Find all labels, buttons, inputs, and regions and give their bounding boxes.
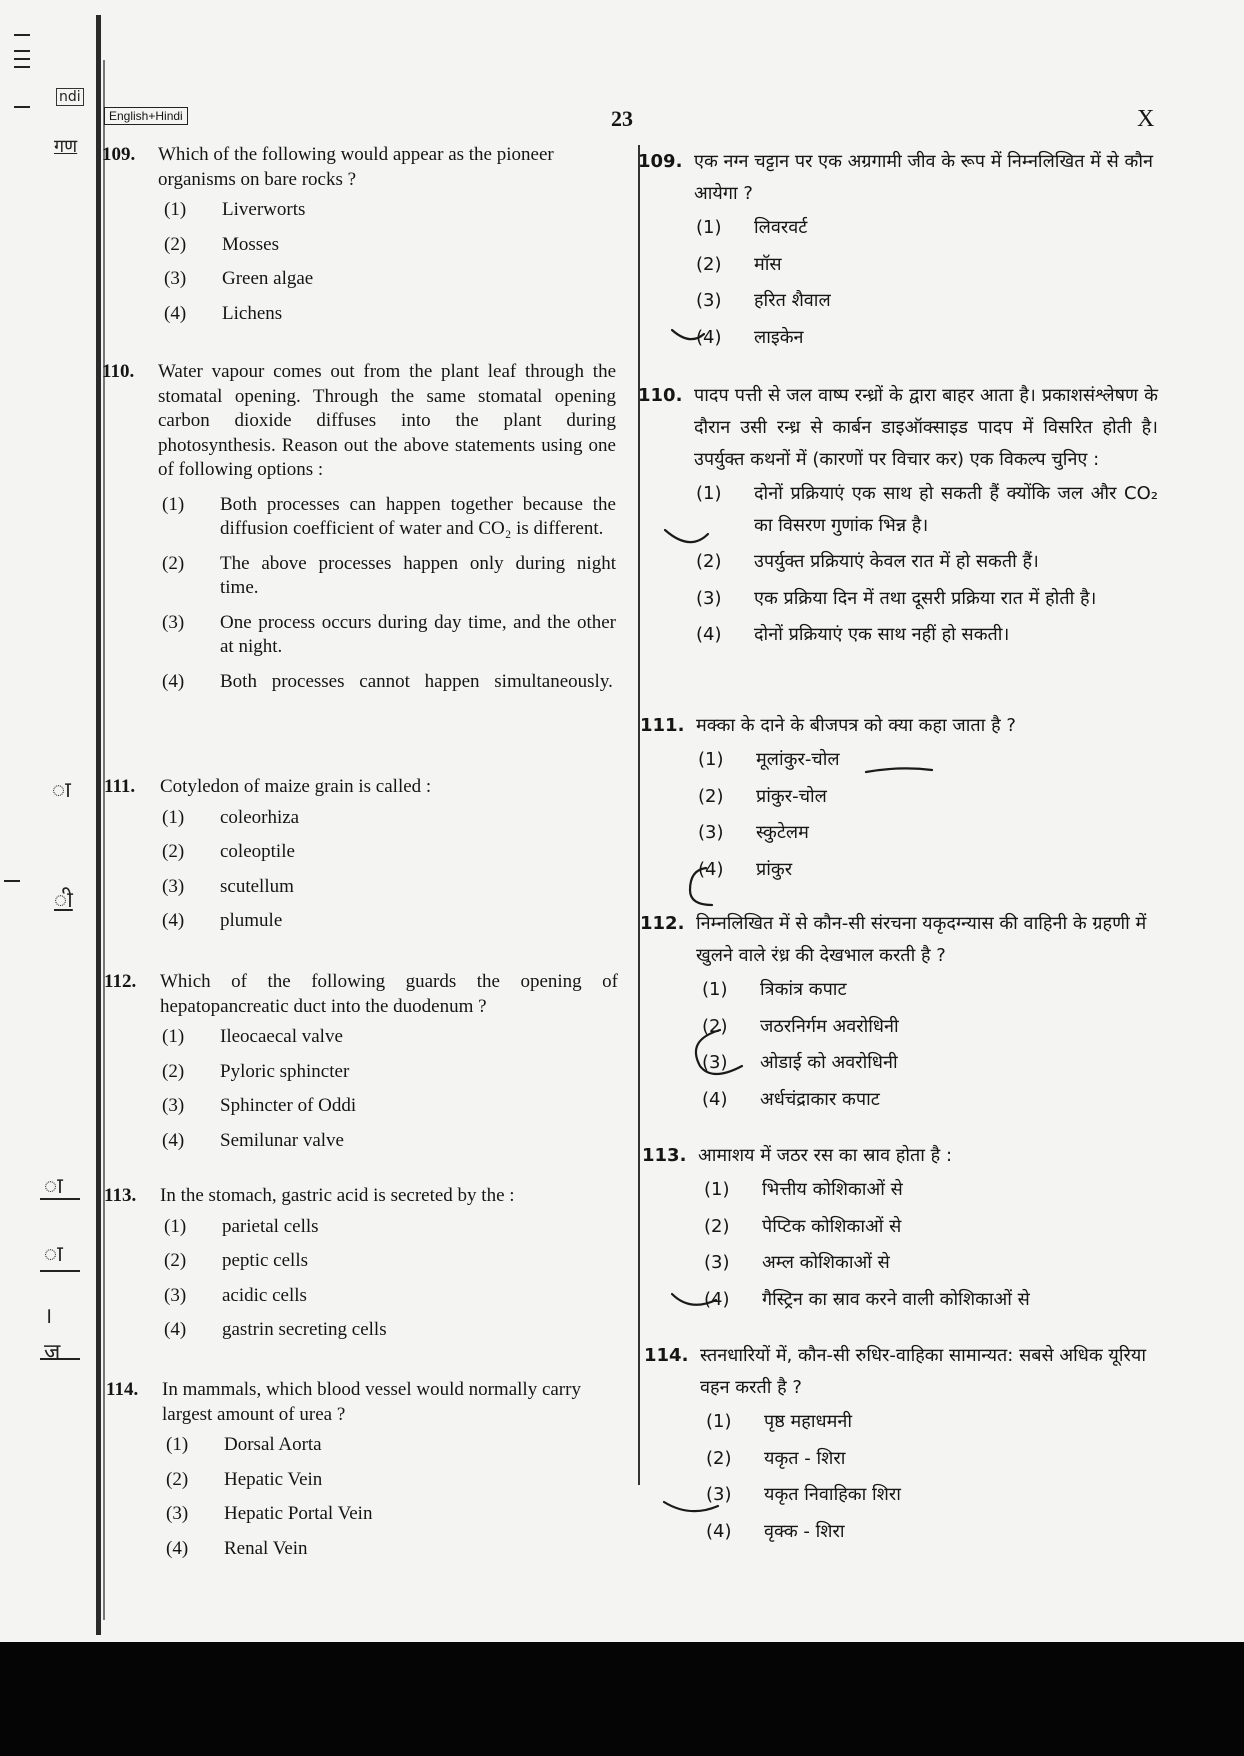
option-text: भित्तीय कोशिकाओं से [762, 1179, 903, 1200]
question-number: 111. [640, 715, 685, 736]
tick-mark-110 [665, 530, 708, 542]
option-text: मूलांकुर-चोल [756, 749, 840, 770]
option-number: (4) [162, 670, 185, 692]
option-number: (1) [704, 1179, 730, 1200]
paper-code: X [1137, 106, 1155, 132]
question-number: 113. [104, 1185, 137, 1206]
option-number: (4) [166, 1537, 189, 1559]
option-number: (4) [696, 326, 722, 348]
option-text: प्रांकुर-चोल [756, 785, 827, 807]
option-text: Renal Vein [224, 1537, 308, 1559]
option-text: Hepatic Portal Vein [224, 1503, 373, 1524]
option-number: (1) [162, 806, 185, 828]
option-text: Sphincter of Oddi [220, 1095, 357, 1116]
question-number: 110. [102, 361, 135, 382]
option-text: अर्धचंद्राकार कपाट [760, 1088, 880, 1110]
question-number: 113. [642, 1145, 687, 1166]
option-number: (2) [696, 253, 722, 275]
option-text: parietal cells [222, 1215, 319, 1237]
option-number: (4) [162, 910, 185, 931]
option-number: (3) [162, 611, 185, 633]
option-text: Mosses [222, 233, 280, 255]
tick-mark-114 [664, 1502, 718, 1511]
option-text: प्रांकुर [756, 858, 793, 880]
bracket-mark-111 [690, 868, 712, 905]
option-number: (4) [696, 624, 722, 645]
option-text: लिवरवर्ट [754, 217, 808, 238]
question-number: 112. [104, 971, 137, 992]
option-text: Semilunar valve [220, 1129, 344, 1151]
option-number: (2) [696, 551, 722, 572]
margin-fragment: ा [44, 1174, 63, 1199]
option-number: (2) [162, 1060, 185, 1082]
scribble-mark [866, 768, 932, 772]
option-number: (2) [164, 1250, 187, 1271]
option-number: (2) [162, 841, 185, 862]
option-number: (1) [166, 1434, 189, 1455]
option-number: (2) [706, 1447, 732, 1469]
option-text: The above processes happen only during night time. [220, 552, 616, 598]
language-tag: English+Hindi [104, 107, 188, 125]
option-number: (2) [162, 552, 185, 574]
option-number: (1) [162, 493, 185, 515]
question-stem: In mammals, which blood vessel would normally carry largest amount of urea ? [162, 1379, 581, 1425]
option-number: (4) [704, 1288, 730, 1310]
option-number: (2) [704, 1215, 730, 1237]
question-stem: Which of the following would appear as the pioneer organisms on bare rocks ? [158, 144, 554, 190]
option-text: अम्ल कोशिकाओं से [762, 1252, 890, 1273]
question-stem: स्तनधारियों में, कौन-सी रुधिर-वाहिका सामान्यत: सबसे अधिक यूरिया वहन करती है ? [700, 1345, 1146, 1398]
question-stem: पादप पत्ती से जल वाष्प रन्ध्रों के द्वारा बाहर आता है। प्रकाशसंश्लेषण के दौरान उसी रन्ध्र से कार्बन डाइऑक्साइड पादप में विसरित होती है। उपर्युक्त कथनों में (कारणों पर विचार कर) एक विकल्प चुनिए : [694, 385, 1158, 470]
question-stem: निम्नलिखित में से कौन-सी संरचना यकृदग्न्यास की वाहिनी के ग्रहणी में खुलने वाले रंध्र की देखभाल करती है ? [696, 913, 1147, 966]
tick-mark-109 [672, 330, 704, 339]
question-stem: आमाशय में जठर रस का स्राव होता है : [698, 1145, 953, 1166]
option-text: हरित शैवाल [754, 290, 831, 311]
option-text: यकृत निवाहिका शिरा [764, 1484, 901, 1505]
option-text: Liverworts [222, 199, 306, 220]
option-number: (3) [162, 1095, 185, 1116]
option-text: स्कुटेलम [756, 822, 809, 843]
option-text: उपर्युक्त प्रक्रियाएं केवल रात में हो सकती हैं। [754, 551, 1039, 572]
page-number: 23 [611, 106, 633, 131]
question-number: 109. [102, 144, 136, 165]
option-text: वृक्क - शिरा [764, 1520, 845, 1542]
option-number: (3) [704, 1252, 730, 1273]
option-text: coleoptile [220, 841, 295, 862]
option-text: Green algae [222, 268, 314, 289]
option-text: peptic cells [222, 1250, 308, 1271]
option-text: scutellum [220, 875, 294, 897]
question-number: 114. [106, 1379, 139, 1400]
option-text: gastrin secreting cells [222, 1319, 387, 1340]
option-text: लाइकेन [754, 326, 804, 348]
option-text: Ileocaecal valve [220, 1026, 343, 1047]
option-number: (1) [706, 1411, 732, 1432]
option-text: One process occurs during day time, and the other at night. [220, 611, 616, 657]
option-text: Hepatic Vein [224, 1468, 323, 1490]
option-number: (3) [164, 268, 187, 289]
question-stem: एक नग्न चट्टान पर एक अग्रगामी जीव के रूप में निम्नलिखित में से कौन आयेगा ? [694, 151, 1154, 204]
question-stem: In the stomach, gastric acid is secreted by the : [160, 1185, 515, 1206]
option-text: यकृत - शिरा [764, 1447, 846, 1469]
option-text: दोनों प्रक्रियाएं एक साथ हो सकती हैं क्योंकि जल और CO₂ का विसरण गुणांक भिन्न है। [754, 483, 1158, 536]
question-stem: Water vapour comes out from the plant leaf through the stomatal opening. Through the same stomatal opening carbon dioxide diffuses into the plant during photosynthesis. Reason out the above statements using one of following options : [158, 361, 616, 480]
option-text: पेप्टिक कोशिकाओं से [762, 1215, 902, 1237]
option-number: (3) [698, 822, 724, 843]
option-number: (1) [164, 199, 187, 220]
option-text: गैस्ट्रिन का स्राव करने वाली कोशिकाओं से [762, 1288, 1030, 1310]
option-number: (1) [164, 1215, 187, 1237]
option-text: दोनों प्रक्रियाएं एक साथ नहीं हो सकती। [754, 624, 1010, 645]
option-text: पृष्ठ महाधमनी [764, 1411, 853, 1432]
option-number: (2) [166, 1468, 189, 1490]
option-text: Dorsal Aorta [224, 1434, 322, 1455]
option-number: (1) [162, 1026, 185, 1047]
margin-fragment: ा [44, 1242, 63, 1267]
option-text: Both processes cannot happen simultaneously. [220, 670, 613, 692]
option-number: (4) [164, 302, 187, 324]
option-text: ओडाई को अवरोधिनी [760, 1052, 898, 1073]
margin-fragment: ी [54, 888, 73, 913]
option-number: (3) [164, 1284, 187, 1306]
option-number: (2) [702, 1015, 728, 1037]
question-stem: मक्का के दाने के बीजपत्र को क्या कहा जाता है ? [696, 715, 1016, 736]
option-number: (1) [698, 749, 724, 770]
option-number: (3) [166, 1503, 189, 1524]
option-number: (4) [698, 858, 724, 880]
option-number: (3) [696, 587, 722, 609]
margin-fragment: ndi [56, 88, 84, 106]
question-number: 111. [104, 776, 136, 797]
option-text: plumule [220, 910, 283, 931]
option-text: Pyloric sphincter [220, 1060, 350, 1082]
option-number: (4) [162, 1129, 185, 1151]
option-number: (1) [696, 217, 722, 238]
margin-fragment: ज [44, 1340, 61, 1365]
option-text: Lichens [222, 302, 283, 324]
option-text: जठरनिर्गम अवरोधिनी [760, 1015, 899, 1037]
scan-bottom-border [0, 1642, 1244, 1756]
margin-fragment: गण [54, 136, 78, 157]
option-number: (3) [702, 1052, 728, 1073]
option-number: (4) [706, 1520, 732, 1542]
tick-mark-113 [672, 1294, 716, 1305]
bracket-mark-112 [696, 1030, 742, 1074]
question-number: 110. [638, 385, 683, 406]
option-text: त्रिकांत्र कपाट [760, 979, 847, 1000]
question-stem: Cotyledon of maize grain is called : [160, 776, 432, 797]
option-text: acidic cells [222, 1284, 307, 1306]
option-number: (3) [162, 875, 185, 897]
option-number: (4) [702, 1088, 728, 1110]
option-number: (3) [696, 290, 722, 311]
option-number: (2) [164, 233, 187, 255]
question-stem: Which of the following guards the opening of hepatopancreatic duct into the duodenum ? [160, 971, 618, 1017]
margin-fragment: । [44, 1304, 53, 1329]
question-number: 112. [640, 913, 685, 934]
option-text: coleorhiza [220, 806, 300, 828]
option-number: (1) [696, 483, 722, 504]
option-number: (3) [706, 1484, 732, 1505]
question-number: 109. [638, 151, 683, 172]
option-text: मॉस [754, 253, 782, 275]
option-text: Both processes can happen together because the diffusion coefficient of water and CO₂ is different. [220, 493, 616, 539]
option-number: (1) [702, 979, 728, 1000]
question-number: 114. [644, 1345, 689, 1366]
margin-fragment: ा [52, 778, 71, 803]
option-number: (2) [698, 785, 724, 807]
option-text: एक प्रक्रिया दिन में तथा दूसरी प्रक्रिया रात में होती है। [754, 587, 1097, 609]
option-number: (4) [164, 1319, 187, 1340]
